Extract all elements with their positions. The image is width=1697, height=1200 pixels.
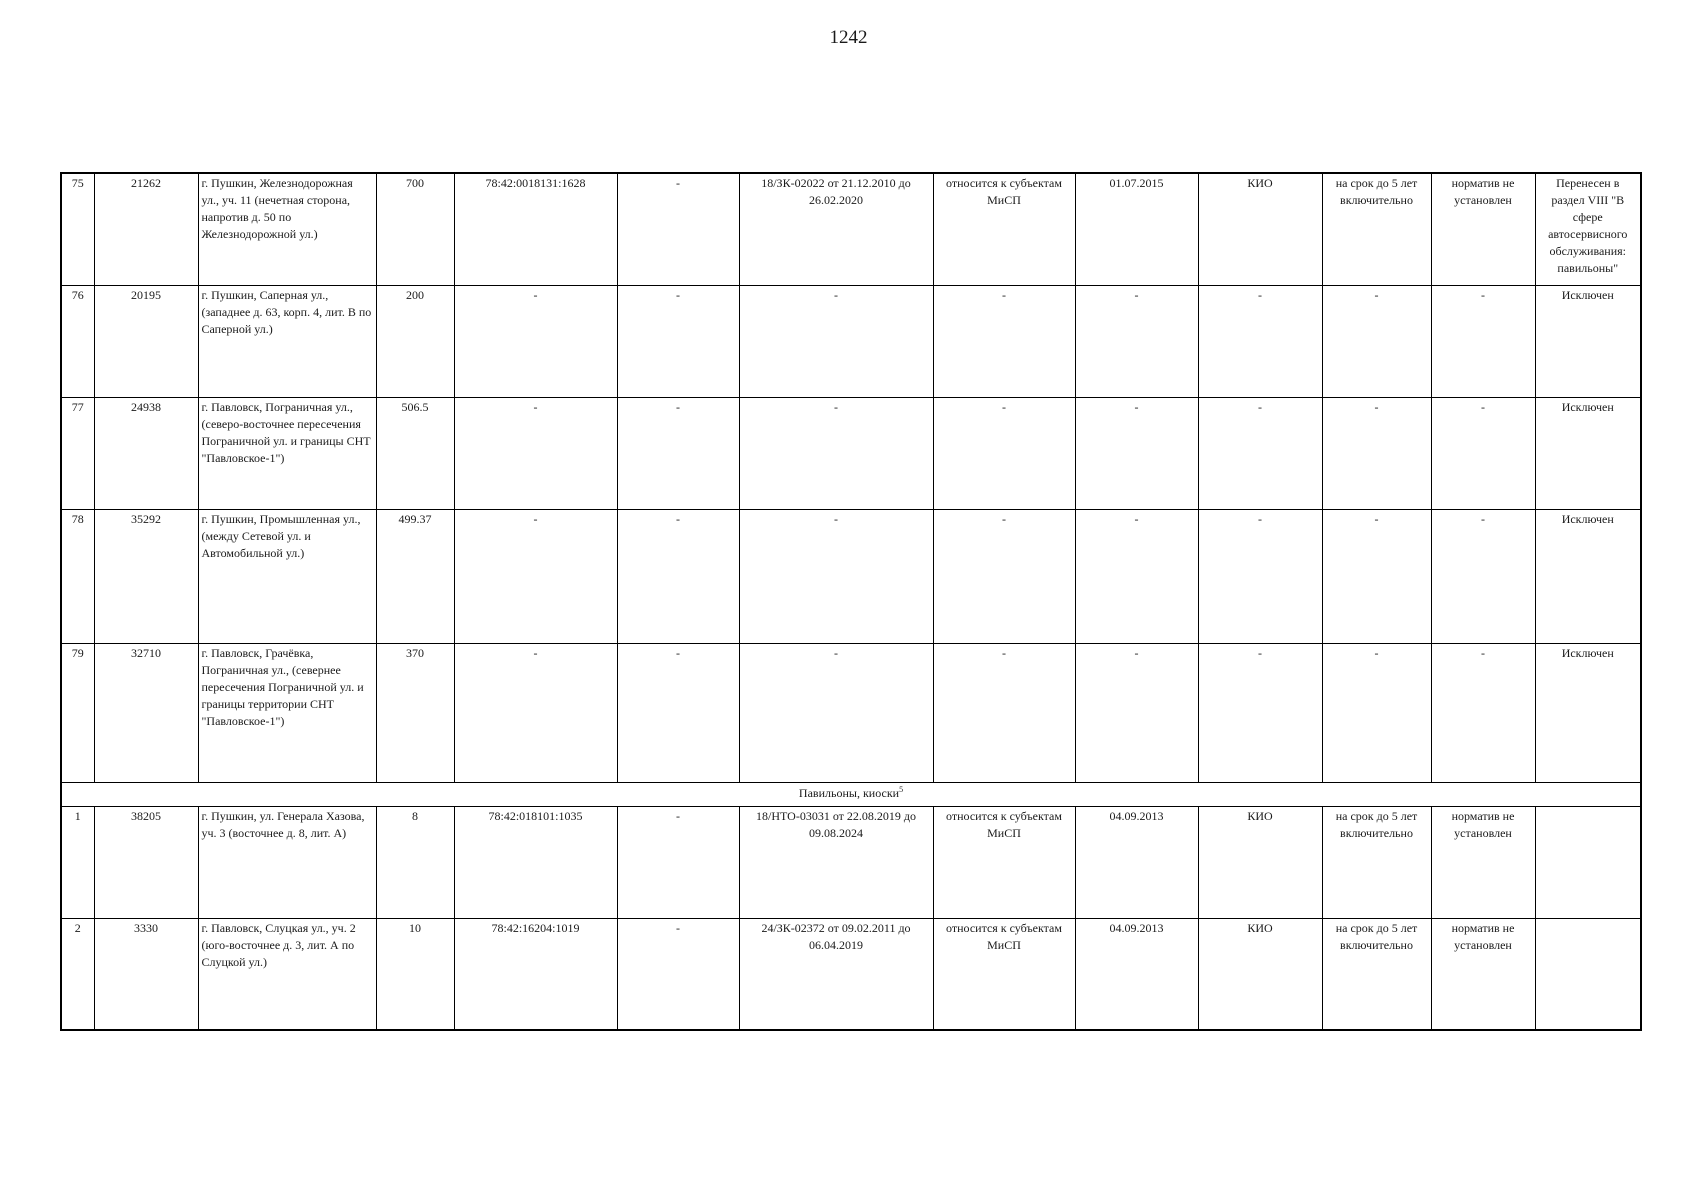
address: г. Павловск, Пограничная ул., (северо-восточнее пересечения Пограничной ул. и границы СНТ "Павловское-1") [198, 397, 376, 509]
authority: - [1198, 643, 1322, 782]
column-6: - [617, 285, 739, 397]
smb-status: относится к субъектам МиСП [933, 173, 1075, 285]
term: на срок до 5 лет включительно [1322, 806, 1431, 918]
term: - [1322, 285, 1431, 397]
address: г. Пушкин, Промышленная ул., (между Сетевой ул. и Автомобильной ул.) [198, 509, 376, 643]
date: - [1075, 643, 1198, 782]
note: Исключен [1535, 643, 1641, 782]
section-heading [61, 782, 1641, 806]
smb-status: относится к субъектам МиСП [933, 806, 1075, 918]
cadastral-number: - [454, 509, 617, 643]
norm: - [1431, 285, 1535, 397]
area: 506.5 [376, 397, 454, 509]
note [1535, 918, 1641, 1030]
contract: - [739, 285, 933, 397]
object-id: 35292 [94, 509, 198, 643]
data-table [60, 172, 1642, 1031]
norm: норматив не установлен [1431, 806, 1535, 918]
note: Исключен [1535, 397, 1641, 509]
column-6: - [617, 509, 739, 643]
object-id: 38205 [94, 806, 198, 918]
smb-status: - [933, 509, 1075, 643]
term: - [1322, 509, 1431, 643]
authority: - [1198, 397, 1322, 509]
table-row [61, 285, 1641, 397]
contract: 18/НТО-03031 от 22.08.2019 до 09.08.2024 [739, 806, 933, 918]
contract: 18/ЗК-02022 от 21.12.2010 до 26.02.2020 [739, 173, 933, 285]
area: 499.37 [376, 509, 454, 643]
area: 700 [376, 173, 454, 285]
term: на срок до 5 лет включительно [1322, 173, 1431, 285]
column-6: - [617, 173, 739, 285]
norm: норматив не установлен [1431, 918, 1535, 1030]
object-id: 24938 [94, 397, 198, 509]
table-row [61, 397, 1641, 509]
contract: - [739, 643, 933, 782]
smb-status: относится к субъектам МиСП [933, 918, 1075, 1030]
date: 01.07.2015 [1075, 173, 1198, 285]
note [1535, 806, 1641, 918]
smb-status: - [933, 285, 1075, 397]
row-number: 75 [61, 173, 94, 285]
note: Исключен [1535, 509, 1641, 643]
table-row [61, 918, 1641, 1030]
term: - [1322, 397, 1431, 509]
norm: - [1431, 643, 1535, 782]
row-number: 79 [61, 643, 94, 782]
cadastral-number: 78:42:16204:1019 [454, 918, 617, 1030]
term: на срок до 5 лет включительно [1322, 918, 1431, 1030]
authority: КИО [1198, 173, 1322, 285]
date: 04.09.2013 [1075, 806, 1198, 918]
area: 200 [376, 285, 454, 397]
address: г. Павловск, Грачёвка, Пограничная ул., (севернее пересечения Пограничной ул. и границы территории СНТ "Павловское-1") [198, 643, 376, 782]
authority: - [1198, 285, 1322, 397]
authority: КИО [1198, 806, 1322, 918]
row-number: 78 [61, 509, 94, 643]
column-6: - [617, 806, 739, 918]
smb-status: - [933, 643, 1075, 782]
contract: - [739, 397, 933, 509]
object-id: 21262 [94, 173, 198, 285]
table-row [61, 643, 1641, 782]
object-id: 3330 [94, 918, 198, 1030]
address: г. Пушкин, Железнодорожная ул., уч. 11 (нечетная сторона, напротив д. 50 по Железнодорожной ул.) [198, 173, 376, 285]
object-id: 20195 [94, 285, 198, 397]
column-6: - [617, 918, 739, 1030]
row-number: 77 [61, 397, 94, 509]
table-row [61, 509, 1641, 643]
column-6: - [617, 643, 739, 782]
area: 370 [376, 643, 454, 782]
date: - [1075, 285, 1198, 397]
norm: - [1431, 397, 1535, 509]
object-id: 32710 [94, 643, 198, 782]
row-number: 76 [61, 285, 94, 397]
norm: норматив не установлен [1431, 173, 1535, 285]
date: - [1075, 509, 1198, 643]
date: 04.09.2013 [1075, 918, 1198, 1030]
table-row [61, 806, 1641, 918]
address: г. Пушкин, ул. Генерала Хазова, уч. 3 (восточнее д. 8, лит. А) [198, 806, 376, 918]
smb-status: - [933, 397, 1075, 509]
column-6: - [617, 397, 739, 509]
norm: - [1431, 509, 1535, 643]
cadastral-number: - [454, 397, 617, 509]
row-number: 1 [61, 806, 94, 918]
term: - [1322, 643, 1431, 782]
footnote-mark: 5 [899, 784, 904, 794]
section-row [61, 782, 1641, 806]
cadastral-number: - [454, 285, 617, 397]
date: - [1075, 397, 1198, 509]
cadastral-number: - [454, 643, 617, 782]
cadastral-number: 78:42:0018131:1628 [454, 173, 617, 285]
address: г. Пушкин, Саперная ул., (западнее д. 63, корп. 4, лит. В по Саперной ул.) [198, 285, 376, 397]
contract: 24/ЗК-02372 от 09.02.2011 до 06.04.2019 [739, 918, 933, 1030]
contract: - [739, 509, 933, 643]
area: 10 [376, 918, 454, 1030]
note: Исключен [1535, 285, 1641, 397]
authority: КИО [1198, 918, 1322, 1030]
section-title: Павильоны, киоски [798, 785, 900, 800]
authority: - [1198, 509, 1322, 643]
row-number: 2 [61, 918, 94, 1030]
address: г. Павловск, Слуцкая ул., уч. 2 (юго-восточнее д. 3, лит. А по Слуцкой ул.) [198, 918, 376, 1030]
page-number: 1242 [829, 27, 868, 48]
area: 8 [376, 806, 454, 918]
note: Перенесен в раздел VIII "В сфере автосервисного обслуживания: павильоны" [1535, 173, 1641, 285]
cadastral-number: 78:42:018101:1035 [454, 806, 617, 918]
table-row [61, 173, 1641, 285]
